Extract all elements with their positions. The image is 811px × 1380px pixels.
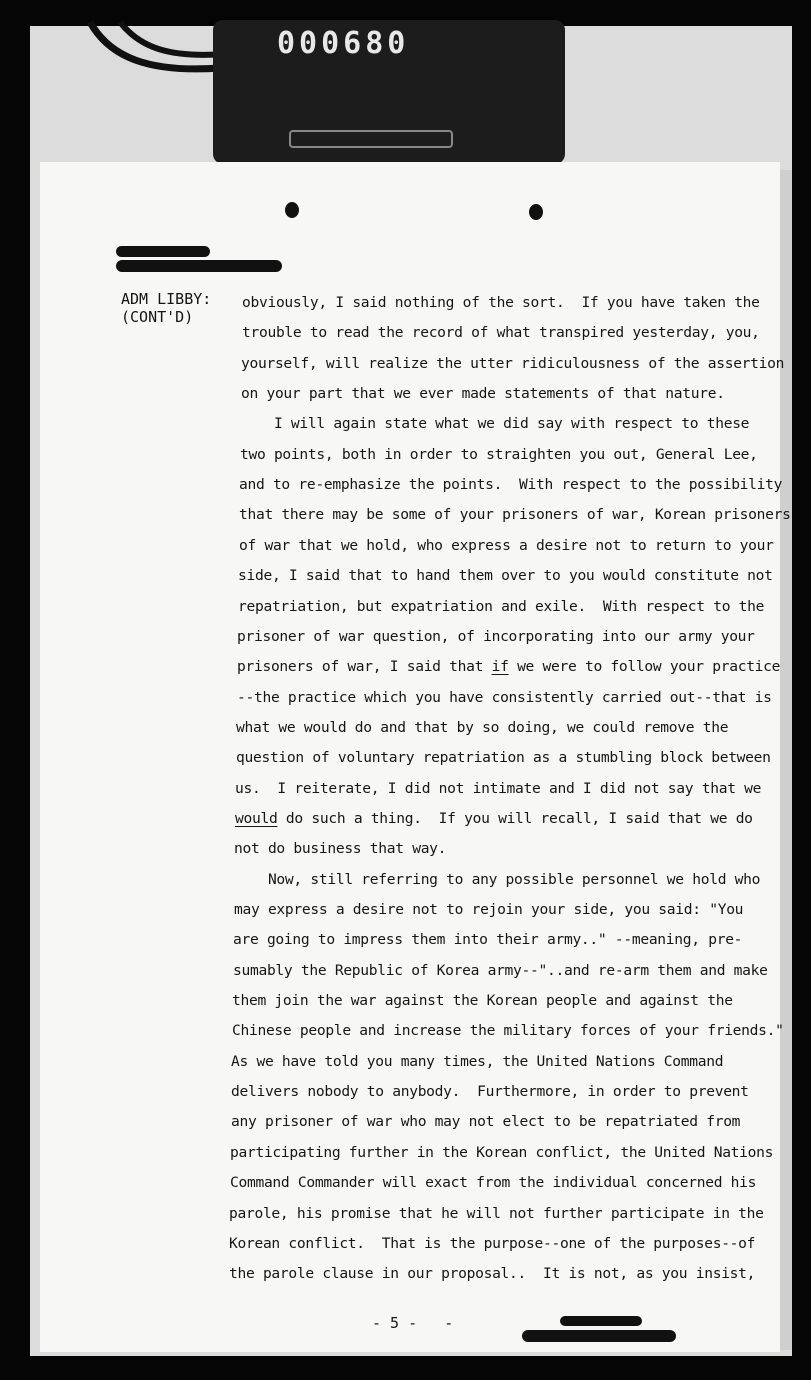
transcript-line — [234, 840, 446, 857]
frame-counter-device — [213, 20, 565, 164]
transcript-line — [237, 658, 780, 675]
speaker-name: ADM LIBBY: — [121, 290, 212, 308]
line-text: not do business that way. — [234, 840, 447, 857]
line-text: I will again state what we did say with respect to these — [240, 415, 750, 432]
line-text: on your part that we ever made statements of that nature. — [241, 385, 725, 402]
transcript-line — [239, 506, 791, 523]
transcript-line — [237, 689, 772, 706]
line-text: Chinese people and increase the military forces of your friends." — [232, 1022, 784, 1039]
transcript-line — [229, 1235, 755, 1252]
line-text: Command Commander will exact from the individual concerned his — [230, 1174, 757, 1191]
line-text: obviously, I said nothing of the sort. If you have taken the — [242, 294, 760, 311]
transcript-line — [234, 871, 760, 888]
page-number: - 5 - - — [372, 1314, 454, 1332]
transcript-line — [232, 1022, 784, 1039]
counter-slot — [289, 130, 453, 148]
line-text: we were to follow your practice — [508, 658, 781, 675]
line-text: of war that we hold, who express a desire not to return to your — [239, 537, 774, 554]
transcript-line — [233, 962, 768, 979]
transcript-line — [239, 537, 774, 554]
line-text: question of voluntary repatriation as a stumbling block between — [236, 749, 771, 766]
speaker-label — [121, 290, 211, 326]
line-text: prisoners of war, I said that — [237, 658, 492, 675]
underlined-word: if — [491, 658, 509, 675]
line-text: side, I said that to hand them over to you would constitute not — [238, 567, 773, 584]
speaker-continued: (CONT'D) — [121, 308, 194, 326]
redaction-bar-footer-2 — [522, 1330, 676, 1342]
line-text: yourself, will realize the utter ridiculousness of the assertion — [241, 355, 785, 372]
line-text: delivers nobody to anybody. Furthermore, in order to prevent — [231, 1083, 749, 1100]
redaction-bar-classification — [116, 246, 210, 257]
transcript-line — [235, 780, 761, 797]
transcript-line — [231, 1053, 723, 1070]
transcript-line — [239, 476, 782, 493]
transcript-line — [232, 992, 733, 1009]
transcript-line — [240, 446, 758, 463]
transcript-line — [242, 294, 760, 311]
line-text: may express a desire not to rejoin your side, you said: "You — [234, 901, 744, 918]
transcript-line — [234, 901, 743, 918]
transcript-line — [233, 931, 742, 948]
punch-hole-left — [285, 202, 299, 218]
underlined-word: would — [235, 810, 278, 827]
transcript-line — [231, 1113, 740, 1130]
punch-hole-right — [529, 204, 543, 220]
line-text: Korean conflict. That is the purpose--one of the purposes--of — [229, 1235, 756, 1252]
frame-counter-digits: 000680 — [277, 26, 410, 61]
line-text: are going to impress them into their army.." --meaning, pre- — [233, 931, 743, 948]
line-text: do such a thing. If you will recall, I said that we do — [277, 810, 753, 827]
line-text: sumably the Republic of Korea army--"..and re-arm them and make — [233, 962, 768, 979]
transcript-line — [241, 385, 725, 402]
line-text: --the practice which you have consistently carried out--that is — [237, 689, 772, 706]
transcript-line — [238, 567, 773, 584]
line-text: that there may be some of your prisoners of war, Korean prisoners — [239, 506, 791, 523]
transcript-line — [240, 415, 749, 432]
line-text: Now, still referring to any possible personnel we hold who — [234, 871, 761, 888]
redaction-bar-footer — [560, 1316, 642, 1326]
transcript-line — [229, 1205, 764, 1222]
line-text: and to re-emphasize the points. With respect to the possibility — [239, 476, 783, 493]
transcript-line — [242, 324, 760, 341]
transcript-line — [236, 719, 728, 736]
transcript-line — [237, 628, 755, 645]
line-text: them join the war against the Korean people and against the — [232, 992, 733, 1009]
line-text: two points, both in order to straighten you out, General Lee, — [240, 446, 758, 463]
line-text: participating further in the Korean conflict, the United Nations — [230, 1144, 774, 1161]
line-text: prisoner of war question, of incorporating into our army your — [237, 628, 755, 645]
line-text: parole, his promise that he will not further participate in the — [229, 1205, 764, 1222]
line-text: us. I reiterate, I did not intimate and I did not say that we — [235, 780, 762, 797]
redaction-bar-classification-2 — [116, 260, 282, 272]
transcript-line — [235, 810, 753, 827]
line-text: trouble to read the record of what transpired yesterday, you, — [242, 324, 760, 341]
transcript-line — [241, 355, 784, 372]
line-text: As we have told you many times, the United Nations Command — [231, 1053, 724, 1070]
transcript-line — [238, 598, 764, 615]
line-text: any prisoner of war who may not elect to be repatriated from — [231, 1113, 741, 1130]
line-text: repatriation, but expatriation and exile. With respect to the — [238, 598, 765, 615]
line-text: what we would do and that by so doing, we could remove the — [236, 719, 729, 736]
transcript-line — [231, 1083, 749, 1100]
transcript-line — [230, 1174, 756, 1191]
transcript-line — [236, 749, 771, 766]
line-text: the parole clause in our proposal.. It is not, as you insist, — [229, 1265, 756, 1282]
transcript-line — [230, 1144, 773, 1161]
transcript-line — [229, 1265, 755, 1282]
